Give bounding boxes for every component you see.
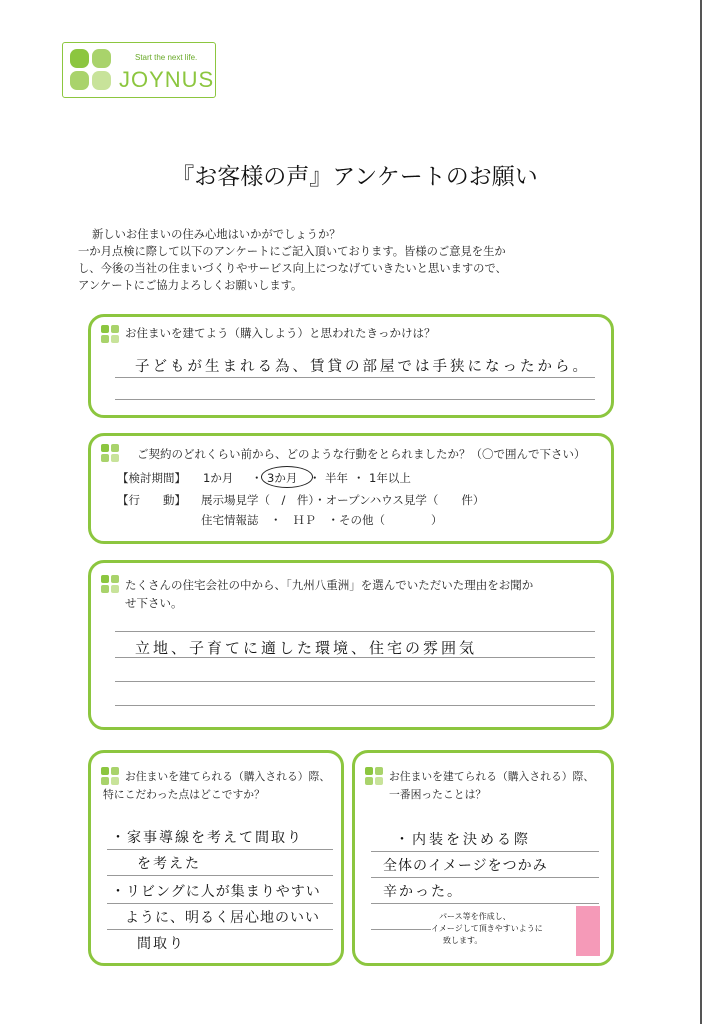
clover-icon: [101, 444, 119, 462]
question-3-text-line-1: たくさんの住宅会社の中から、「九州八重洲」を選んでいただいた理由をお聞か: [125, 578, 534, 592]
question-5-text-line-2: 一番困ったことは？: [389, 788, 487, 801]
answer-line: [107, 929, 333, 930]
logo-name: JOYNUS: [119, 67, 215, 92]
answer-5-line-1: ・内装を決める際: [395, 832, 531, 848]
intro-text: [78, 226, 652, 294]
answer-line: [115, 631, 595, 632]
question-box-4: [88, 750, 344, 966]
logo-tagline: Start the next life.: [135, 53, 198, 62]
answer-4-line-5: 間取り: [137, 936, 185, 952]
question-3-text-line-2: せ下さい。: [125, 596, 183, 610]
answer-line: [371, 929, 431, 930]
answer-5-line-2: 全体のイメージをつかみ: [383, 858, 548, 874]
question-box-2: [88, 433, 614, 544]
intro-line: 一か月点検に際して以下のアンケートにご記入頂いております。皆様のご意見を生か: [78, 245, 506, 258]
answer-line: [115, 399, 595, 400]
answer-line: [371, 903, 599, 904]
answer-line: [107, 875, 333, 876]
scan-edge: [700, 0, 702, 1024]
pink-sticky-note: [576, 906, 600, 956]
period-option-3: 半年: [325, 471, 348, 485]
separator-dot: ・: [353, 471, 365, 485]
question-4-text-line-2: 特にこだわった点はどこですか？: [103, 788, 265, 801]
answer-line: [371, 851, 599, 852]
clover-logo-icon: [69, 48, 113, 92]
clover-icon: [101, 767, 119, 785]
answer-line: [107, 849, 333, 850]
answer-3-handwriting: 立地、子育てに適した環境、住宅の雰囲気: [135, 639, 478, 657]
answer-line: [107, 903, 333, 904]
separator-dot: ・: [309, 471, 321, 485]
period-option-4: 1年以上: [369, 471, 411, 485]
answer-4-line-3: ・リビングに人が集まりやすい: [111, 884, 321, 900]
intro-line: 新しいお住まいの住み心地はいかがでしょうか？: [92, 228, 341, 241]
intro-line: し、今後の当社の住まいづくりやサービス向上につなげていきたいと思いますので、: [78, 262, 507, 275]
action-options-line-1: 展示場見学（ / 件）・オープンハウス見学（ 件）: [201, 493, 485, 507]
period-label: 【検討期間】: [117, 471, 186, 485]
separator-dot: ・: [251, 471, 263, 485]
question-box-1: [88, 314, 614, 418]
answer-line: [115, 705, 595, 706]
question-2-text: ご契約のどれくらい前から、どのような行動をとられましたか？（〇で囲んで下さい）: [137, 447, 586, 461]
question-5-text-line-1: お住まいを建てられる（購入される）際、: [389, 770, 595, 783]
selection-circle: [261, 466, 313, 488]
clover-icon: [101, 575, 119, 593]
answer-line: [115, 657, 595, 658]
period-option-2: 3か月: [267, 471, 298, 485]
clover-icon: [365, 767, 383, 785]
answer-5-line-3: 辛かった。: [383, 884, 463, 900]
question-4-text-line-1: お住まいを建てられる（購入される）際、: [125, 770, 331, 783]
action-label: 【行 動】: [117, 493, 186, 507]
answer-1-handwriting: 子どもが生まれる為、賃貸の部屋では手狭になったから。: [135, 359, 590, 375]
intro-line: アンケートにご協力よろしくお願いします。: [78, 279, 303, 292]
company-reply-line-2: イメージして頂きやすいように: [431, 924, 543, 933]
answer-4-line-4: ように、明るく居心地のいい: [125, 910, 320, 926]
question-1-text: お住まいを建てよう（購入しよう）と思われたきっかけは？: [125, 326, 436, 340]
answer-4-line-1: ・家事導線を考えて間取り: [111, 830, 303, 846]
answer-line: [115, 377, 595, 378]
answer-4-line-2: を考えた: [137, 856, 201, 872]
company-reply-line-1: パース等を作成し、: [439, 912, 511, 921]
answer-line: [371, 877, 599, 878]
period-option-1: 1か月: [203, 471, 234, 485]
question-box-5: [352, 750, 614, 966]
question-box-3: [88, 560, 614, 730]
company-reply-line-3: 致します。: [443, 936, 483, 945]
clover-icon: [101, 325, 119, 343]
page-title: 『お客様の声』アンケートのお願い: [171, 164, 538, 190]
joynus-logo: [62, 42, 216, 98]
answer-line: [115, 681, 595, 682]
action-options-line-2: 住宅情報誌 ・ ＨＰ ・その他（ ）: [201, 513, 443, 527]
